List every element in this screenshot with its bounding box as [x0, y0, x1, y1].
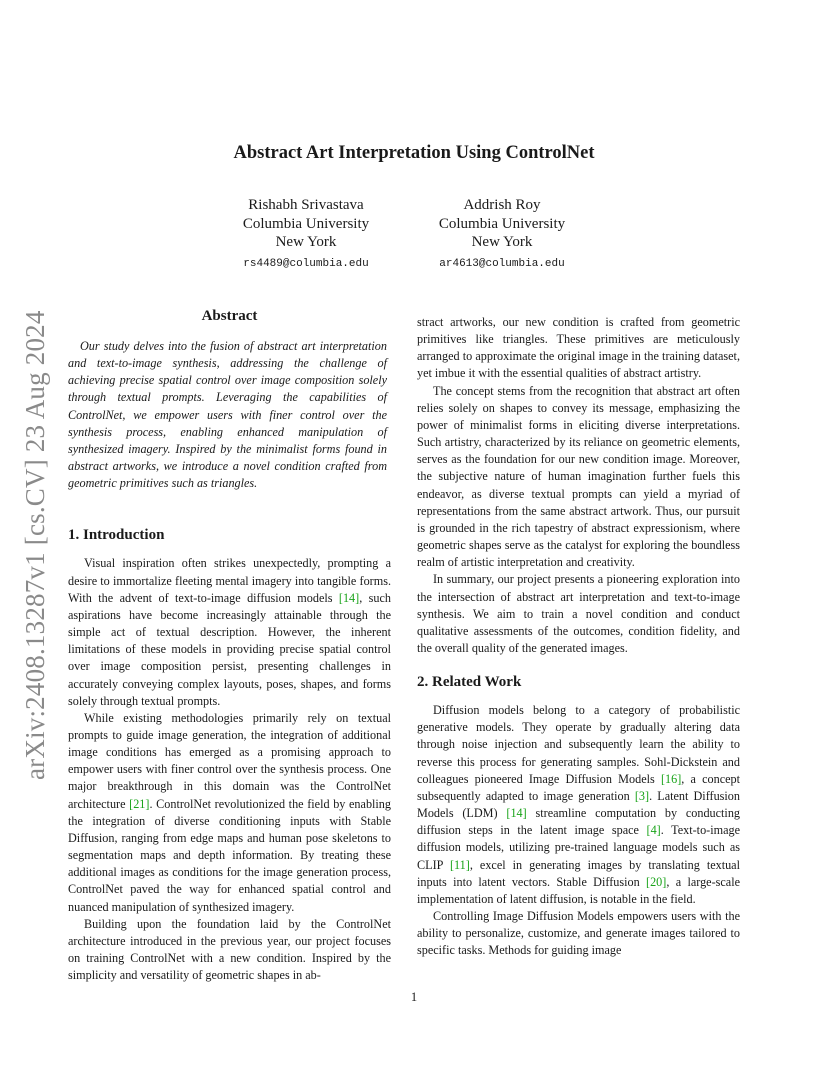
- intro-paragraph-5: In summary, our project presents a pioneering exploration into the intersection of abstract art interpretation and text-to-image synthesis. We aim to train a novel condition and conduct qualitative assessments of the outcomes, condition fidelity, and the overall quality of the generated images.: [417, 572, 740, 655]
- text-run: . Text-to-image diffusion models, utilizing pre-trained language models such as CLIP: [417, 823, 740, 872]
- citation-link[interactable]: [14]: [506, 806, 527, 821]
- section-heading-related-work: 2. Related Work: [417, 674, 522, 691]
- citation-link[interactable]: [21]: [129, 796, 150, 811]
- related-paragraph-2: Controlling Image Diffusion Models empowers users with the ability to personalize, customize, and generate images tailored to specific tasks. Methods for guiding image: [417, 909, 740, 958]
- paper-title: Abstract Art Interpretation Using ControlNet: [233, 143, 595, 163]
- author-email[interactable]: ar4613@columbia.edu: [439, 257, 565, 270]
- intro-paragraph-3-continued: stract artworks, our new condition is crafted from geometric primitives like triangles. These primitives are meticulously arranged to approximate the original image in the training dataset, yet imbue it with the essential qualities of abstract artistry.: [417, 315, 740, 381]
- text-run: . ControlNet revolutionized the field by enabling the integration of diverse conditioning inputs with Stable Diffusion, ranging from edge maps and human pose skeletons to segmentation maps and depth information. By treating these additional images as conditions for the image generation process, ControlNet paved the way for enhanced spatial control and nuanced manipulation of synthesized imagery.: [68, 796, 391, 914]
- author-affiliation: Columbia University: [438, 215, 566, 232]
- abstract-heading: Abstract: [201, 308, 258, 324]
- author-location: New York: [471, 234, 533, 250]
- text-run: Diffusion models belong to a category of probabilistic generative models. They operate by gradually altering data through noise injection and subsequently learn the ability to reverse this process for generating samples. Sohl-Dickstein and colleagues pioneered Image Diffusion Models: [417, 703, 740, 786]
- page-number: 1: [410, 990, 418, 1004]
- text-run: . Latent Diffusion Models (LDM): [417, 788, 740, 821]
- intro-paragraph-1: [68, 555, 391, 709]
- section-heading-introduction: 1. Introduction: [68, 527, 165, 544]
- text-run: , excel in generating images by translating textual inputs into latent vectors. Stable Diffusion: [417, 857, 740, 889]
- author-email[interactable]: rs4489@columbia.edu: [243, 257, 369, 270]
- intro-paragraph-3: Building upon the foundation laid by the ControlNet architecture introduced in the previous year, our project focuses on training ControlNet with a new condition. Inspired by the simplicity and versatility of geometric shapes in ab-: [68, 916, 391, 983]
- author-name: Rishabh Srivastava: [248, 197, 364, 213]
- intro-paragraph-4: The concept stems from the recognition that abstract art often relies solely on shapes to convey its message, emphasizing the power of minimalist forms in eliciting diverse interpretations. Such artistry, characterized by its reliance on geometric elements, serves as the foundation for our new condition image. Moreover, the subjective nature of human imagination further fuels this endeavor, as diverse textual prompts can yield a myriad of representations from the same abstract artwork. Thus, our pursuit is grounded in the rich tapestry of abstract expressionism, where geometric shapes serve as the catalyst for exploring the boundless realm of artistic interpretation and creativity.: [417, 383, 740, 570]
- intro-paragraph-2: [68, 710, 391, 916]
- abstract-text: Our study delves into the fusion of abstract art interpretation and text-to-image synthesis, addressing the challenge of achieving precise spatial control over image composition solely through textual prompts. Leveraging the capabilities of ControlNet, we empower users with finer control over the synthesis process, enabling enhanced manipulation of synthesized imagery. Inspired by the minimalist forms found in abstract artworks, we introduce a novel condition crafted from geometric primitives such as triangles.: [68, 339, 387, 491]
- author-name: Addrish Roy: [463, 197, 541, 213]
- text-run: Visual inspiration often strikes unexpectedly, prompting a desire to immortalize fleeting mental imagery into tangible forms. With the advent of text-to-image diffusion models: [68, 556, 391, 605]
- text-run: streamline computation by conducting diffusion steps in the latent image space: [417, 806, 741, 838]
- text-run: , a concept subsequently adapted to image generation: [417, 771, 740, 803]
- citation-link[interactable]: [16]: [660, 771, 682, 786]
- author-affiliation: Columbia University: [242, 215, 370, 232]
- citation-link[interactable]: [14]: [338, 590, 360, 605]
- author-location: New York: [275, 234, 337, 250]
- arxiv-identifier: arXiv:2408.13287v1 [cs.CV] 23 Aug 2024: [20, 310, 50, 780]
- right-column: [417, 314, 740, 959]
- text-run: , a large-scale implementation of latent diffusion, is notable in the field.: [417, 874, 740, 906]
- text-run: While existing methodologies primarily rely on textual prompts to guide image generation, the integration of additional image conditions has emerged as a promising approach to empower users with finer control over the synthesis process. One major breakthrough in this domain was the ControlNet architecture: [68, 710, 391, 811]
- related-paragraph-1: [417, 702, 740, 908]
- citation-link[interactable]: [4]: [646, 823, 661, 838]
- citation-link[interactable]: [20]: [646, 874, 667, 889]
- citation-link[interactable]: [11]: [449, 857, 470, 872]
- citation-link[interactable]: [3]: [634, 788, 650, 803]
- author-block-1: [196, 196, 416, 273]
- left-column: [68, 306, 391, 984]
- author-block-2: [392, 196, 612, 273]
- text-run: , such aspirations have become increasingly attainable through the simple act of textual description. However, the inherent limitations of these models in providing precise spatial control over image composition persist, presenting challenges in accurately conveying complex layouts, poses, shapes, and forms solely through textual prompts.: [68, 590, 391, 708]
